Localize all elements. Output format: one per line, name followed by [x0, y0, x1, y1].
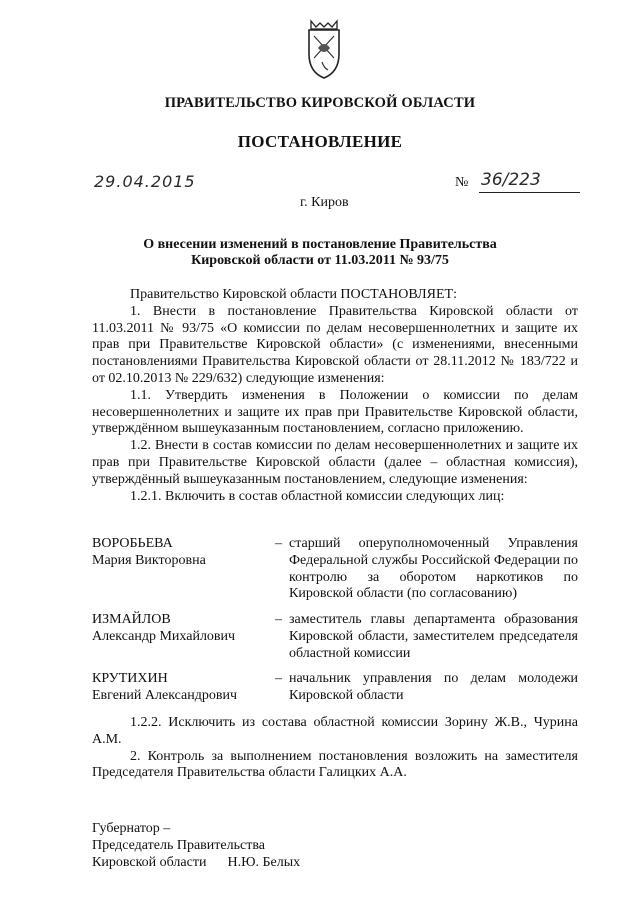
member-position: начальник управления по делам молодежи Кировской области	[289, 671, 578, 703]
member-dash: –	[275, 671, 282, 686]
member-surname: ИЗМАЙЛОВ	[92, 612, 171, 627]
paragraph-1-1: 1.1. Утвердить изменения в Положении о комиссии по делам несовершеннолетних и защите их прав при Правительстве Кировской области, утверждённом вышеуказанным постановлением, согласно приложению.	[92, 387, 578, 437]
signature-title-line-1: Губернатор –	[92, 821, 171, 836]
signatory-name: Н.Ю. Белых	[227, 854, 301, 870]
member-row	[92, 536, 578, 606]
member-name	[92, 671, 282, 705]
body-top	[92, 287, 578, 505]
kirov-coat-of-arms-icon	[300, 18, 348, 82]
subject-line-2: Кировской области от 11.03.2011 № 93/75	[191, 253, 449, 268]
signature-title-line-3	[92, 855, 300, 872]
signature-region: Кировской области	[92, 854, 207, 870]
number-underline	[479, 192, 580, 193]
subject-line-1: О внесении изменений в постановление Правительства	[143, 237, 497, 252]
member-position: заместитель главы департамента образования Кировской области, заместителем председателя областной комиссии	[289, 612, 578, 661]
government-name: ПРАВИТЕЛЬСТВО КИРОВСКОЙ ОБЛАСТИ	[164, 95, 476, 111]
member-dash: –	[275, 612, 282, 627]
city: г. Киров	[300, 195, 349, 210]
member-given-name: Александр Михайлович	[92, 628, 236, 644]
member-surname: КРУТИХИН	[92, 671, 168, 686]
member-position: старший оперуполномоченный Управления Федеральной службы Российской Федерации по контролю за оборотом наркотиков по Кировской области (по согласованию)	[289, 536, 578, 602]
paragraph-1-2-1: 1.2.1. Включить в состав областной комиссии следующих лиц:	[130, 488, 505, 504]
paragraph-2: 2. Контроль за выполнением постановления возложить на заместителя Председателя Правительства области Галицких А.А.	[92, 748, 578, 781]
paragraph-1-2-2: 1.2.2. Исключить из состава областной комиссии Зорину Ж.В., Чурина А.М.	[92, 715, 578, 747]
member-surname: ВОРОБЬЕВА	[92, 536, 173, 551]
member-row	[92, 671, 578, 707]
member-dash: –	[275, 536, 282, 551]
document-type: ПОСТАНОВЛЕНИЕ	[237, 132, 403, 151]
paragraph-1-2: 1.2. Внести в состав комиссии по делам несовершеннолетних и защите их прав при Правительстве Кировской области (далее – областная комиссия), утверждённый вышеуказанным постановлением, следующие изменения:	[92, 438, 578, 487]
document-number-field	[455, 172, 580, 194]
intro-paragraph: Правительство Кировской области ПОСТАНОВЛЯЕТ:	[130, 287, 457, 302]
member-row	[92, 612, 578, 664]
member-name	[92, 536, 282, 570]
body-bottom	[92, 715, 578, 782]
paragraph-1: 1. Внести в постановление Правительства Кировской области от 11.03.2011 № 93/75 «О комиссии по делам несовершеннолетних и защите их прав при Правительстве Кировской области» (с изменениями, внесенными постановлениями Правительства Кировской области от 28.11.2012 № 183/722 и от 02.10.2013 № 229/632) следующие изменения:	[92, 303, 578, 386]
member-given-name: Евгений Александрович	[92, 687, 238, 703]
document-date: 29.04.2015	[94, 172, 196, 191]
document-number: 36/223	[481, 170, 541, 190]
member-given-name: Мария Викторовна	[92, 552, 206, 568]
signature-title-line-2: Председатель Правительства	[92, 837, 265, 853]
member-name	[92, 612, 282, 646]
document-subject	[0, 237, 640, 269]
signature-block	[92, 821, 300, 871]
number-label: №	[455, 175, 469, 190]
